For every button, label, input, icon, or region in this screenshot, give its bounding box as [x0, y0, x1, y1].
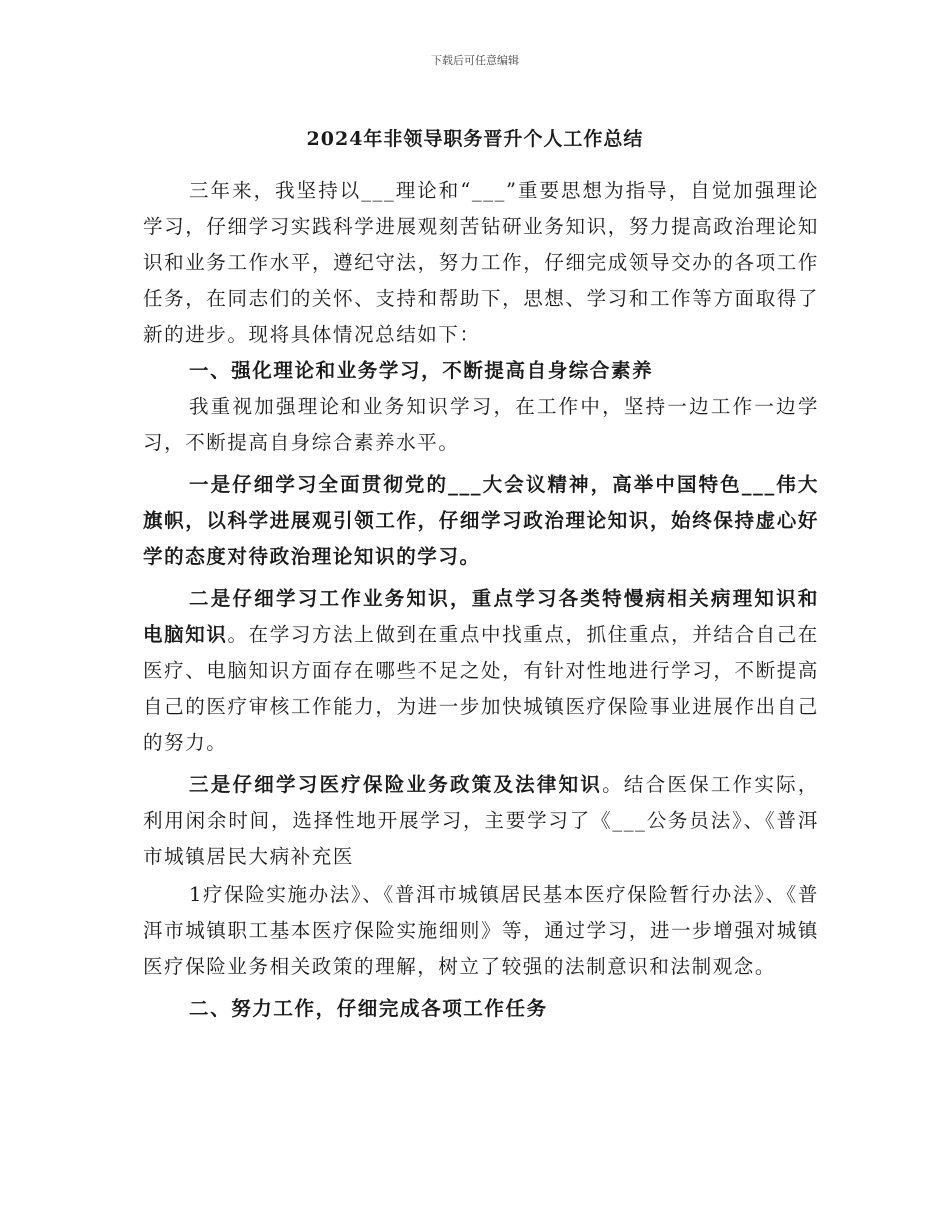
section-heading-1: 一、强化理论和业务学习，不断提高自身综合素养 [189, 359, 654, 382]
paragraph-5: 1疗保险实施办法》、《普洱市城镇居民基本医疗保险暂行办法》、《普洱市城镇职工基本医疗保险实施细则》等，通过学习，进一步增强对城镇医疗保险业务相关政策的理解，树立了较强的法制意识和法制观念。 [143, 883, 819, 978]
header-note: 下载后可任意编辑 [431, 54, 519, 67]
paragraph-4 [143, 767, 819, 875]
document-body [143, 173, 819, 1027]
paragraph-3-lead: 二是仔细学习工作业务知识，重点学习各类特慢病相关病理知识和电脑知识 [143, 587, 819, 646]
paragraph-4-lead: 三是仔细学习医疗保险业务政策及法律知识 [189, 773, 603, 796]
paragraph-1: 我重视加强理论和业务知识学习，在工作中，坚持一边工作一边学习，不断提高自身综合素养水平。 [143, 395, 819, 454]
paragraph-3 [143, 581, 819, 761]
document-title: 2024年非领导职务晋升个人工作总结 [306, 128, 644, 150]
paragraph-2: 一是仔细学习全面贯彻党的___大会议精神，高举中国特色___伟大旗帜，以科学进展观引领工作，仔细学习政治理论知识，始终保持虚心好学的态度对待政治理论知识的学习。 [143, 473, 819, 568]
paragraph-3-body: 。在学习方法上做到在重点中找重点，抓住重点，并结合自己在医疗、电脑知识方面存在哪些不足之处，有针对性地进行学习，不断提高自己的医疗审核工作能力，为进一步加快城镇医疗保险事业进展作出自己的努力。 [143, 623, 819, 754]
paragraph-4-body: 。结合医保工作实际，利用闲余时间，选择性地开展学习，主要学习了《___公务员法》、《普洱市城镇居民大病补充医 [143, 773, 819, 868]
intro-paragraph: 三年来，我坚持以___理论和“___”重要思想为指导，自觉加强理论学习，仔细学习实践科学进展观刻苦钻研业务知识，努力提高政治理论知识和业务工作水平，遵纪守法，努力工作，仔细完成领导交办的各项工作任务，在同志们的关怀、支持和帮助下，思想、学习和工作等方面取得了新的进步。现将具体情况总结如下： [143, 179, 819, 346]
section-heading-2: 二、努力工作，仔细完成各项工作任务 [189, 997, 548, 1020]
